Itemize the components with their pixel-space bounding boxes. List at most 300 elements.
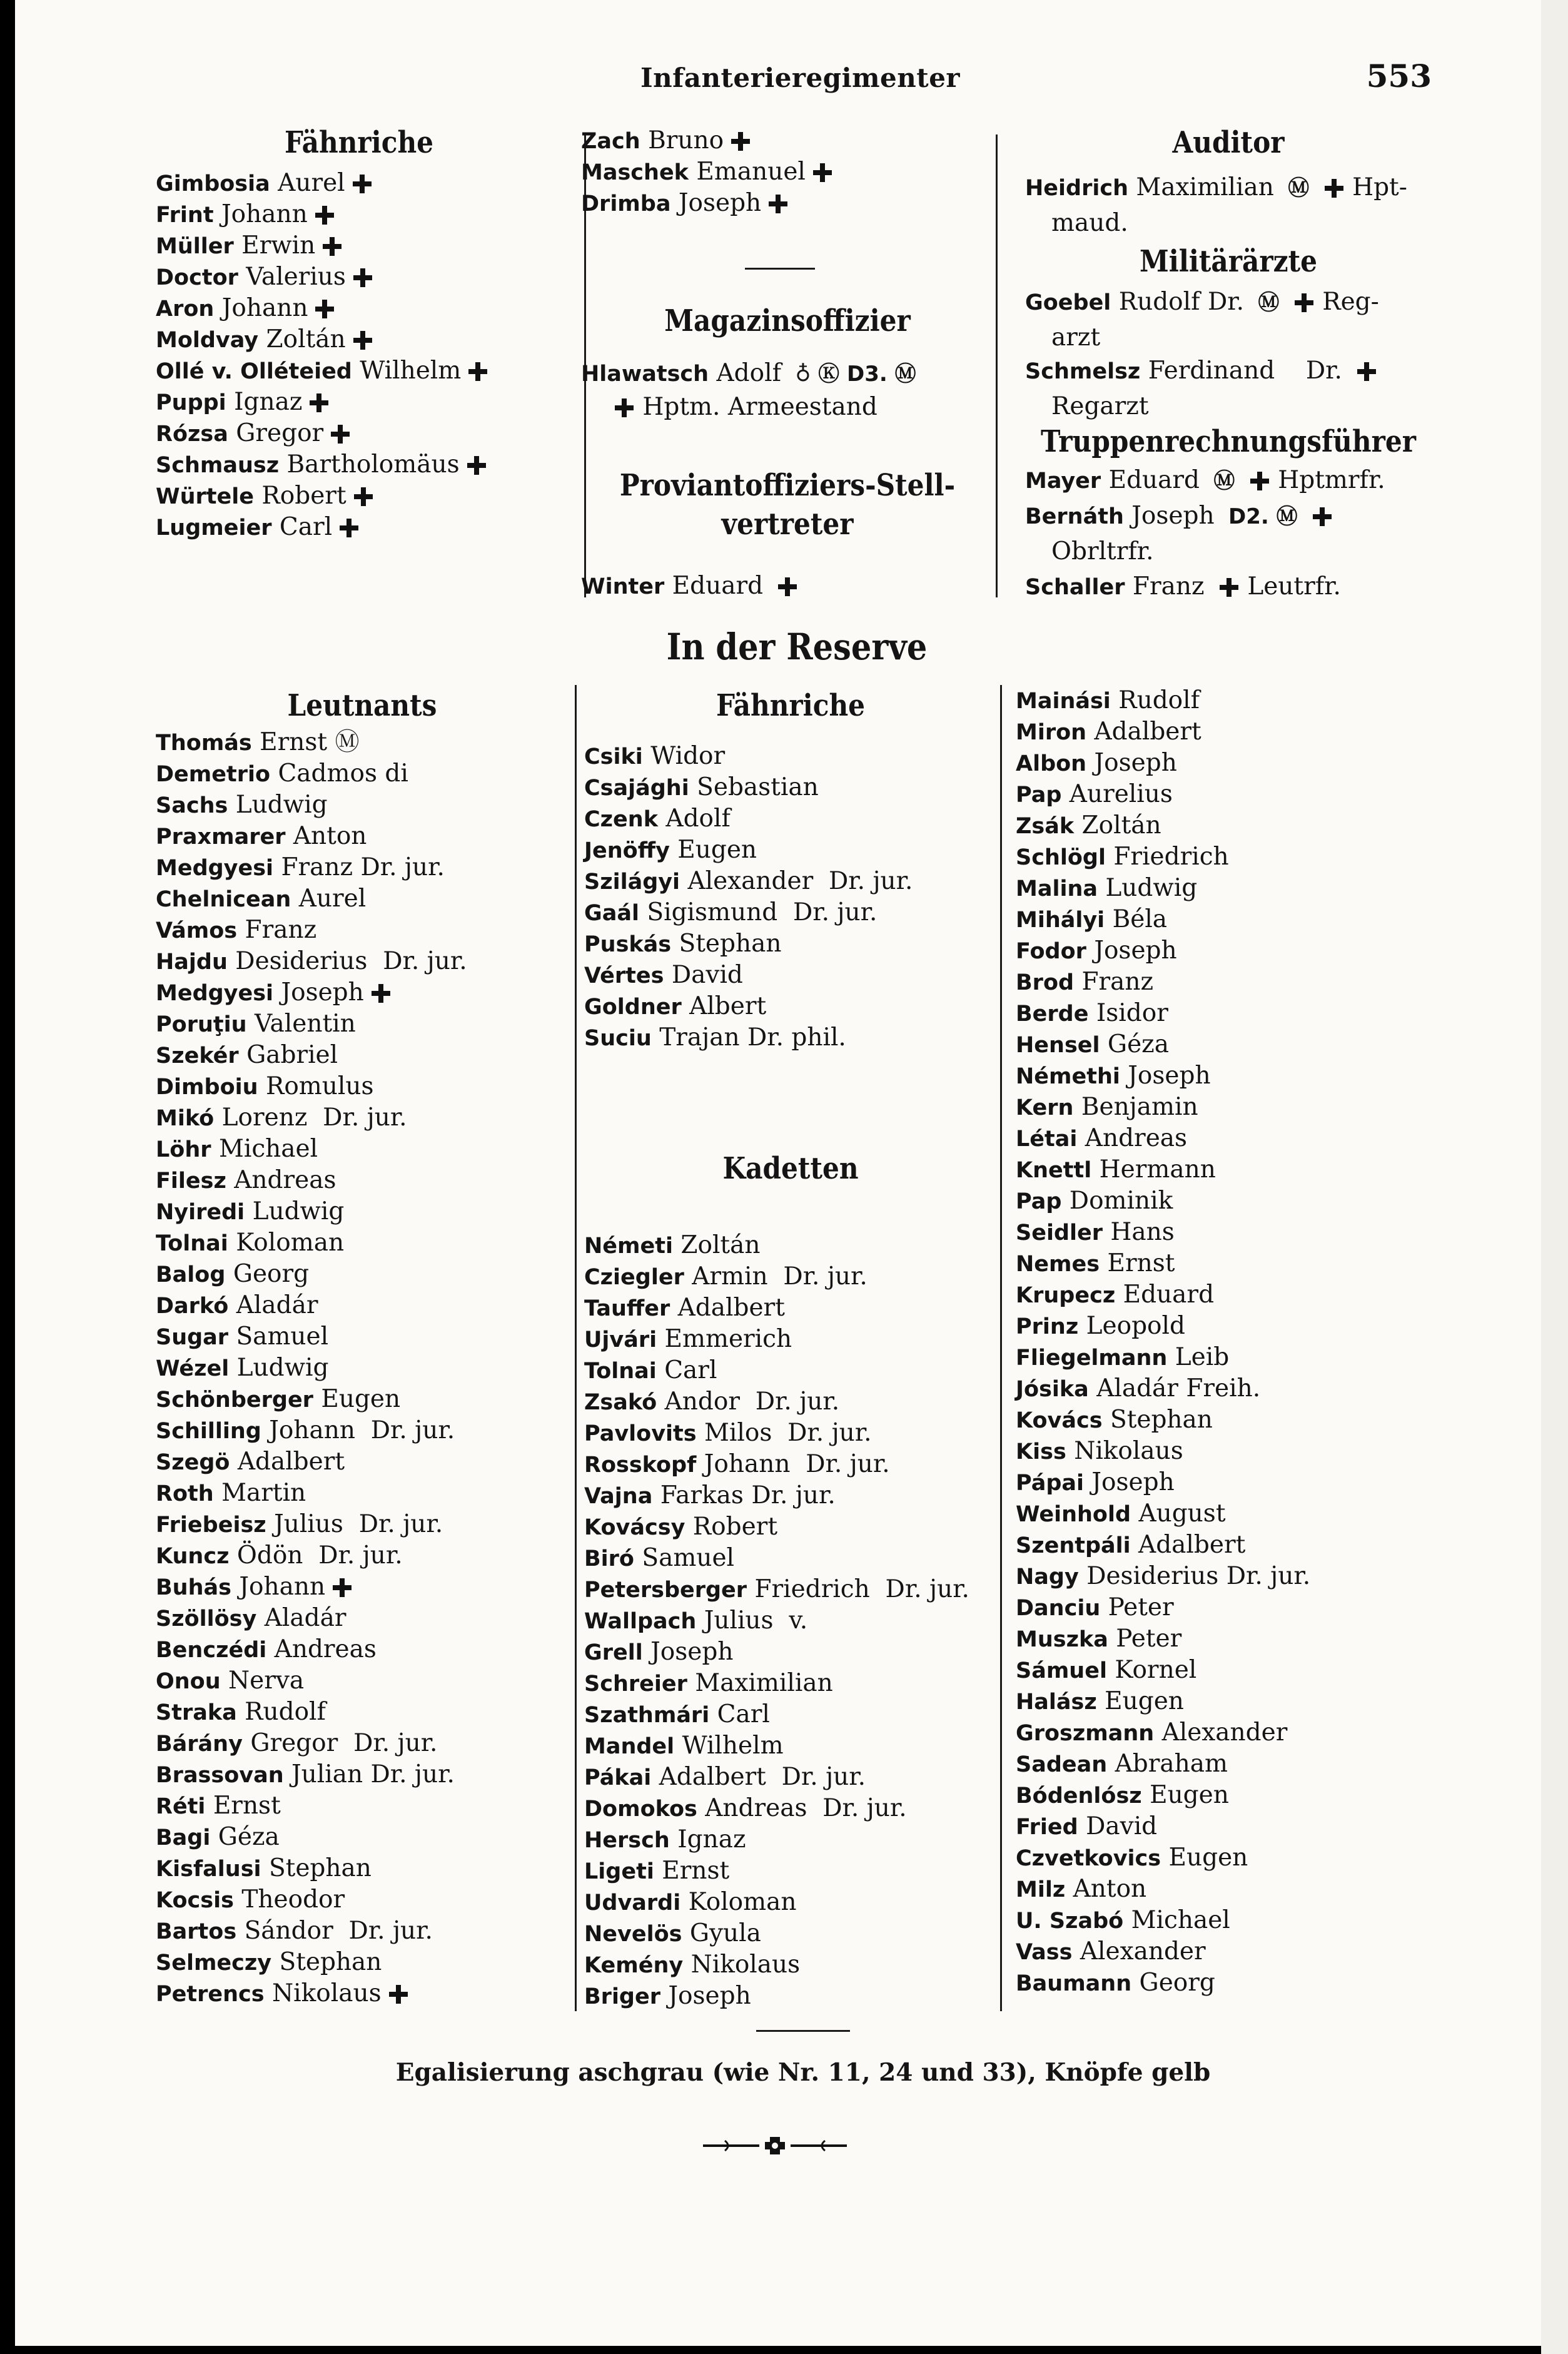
given-name: David xyxy=(671,961,743,989)
given-name: Robert xyxy=(261,482,346,510)
surname: Albon xyxy=(1016,751,1087,776)
cross-icon xyxy=(388,1984,409,2005)
cross-icon xyxy=(338,517,360,539)
list-item xyxy=(1016,1217,1422,1248)
list-item xyxy=(1016,1185,1422,1217)
list-item xyxy=(1016,904,1422,935)
column-rule-bottom-2 xyxy=(1000,685,1002,2011)
given-name: Adolf xyxy=(665,804,731,833)
book-spine-edge xyxy=(1541,0,1568,2354)
surname: Szilágyi xyxy=(584,870,680,895)
list-item xyxy=(584,1981,997,2012)
list-item xyxy=(156,1790,569,1822)
given-name: Aurel xyxy=(298,885,367,913)
list-item xyxy=(584,1386,997,1418)
surname: Sugar xyxy=(156,1325,229,1350)
surname: Lugmeier xyxy=(156,515,272,540)
decoration-symbols: ♁ Ⓚ D3. Ⓜ xyxy=(795,362,916,387)
surname: Gaál xyxy=(584,901,639,926)
cross-icon xyxy=(1312,506,1333,527)
list-item xyxy=(156,1978,569,2009)
list-item xyxy=(1016,1530,1422,1561)
aerzte-entry-1 xyxy=(1025,285,1450,355)
list-item xyxy=(156,1728,569,1759)
list-item xyxy=(584,1324,997,1355)
surname: Rózsa xyxy=(156,422,228,447)
given-name: Emmerich xyxy=(664,1325,792,1353)
list-item xyxy=(156,1227,569,1259)
surname: Ollé v. Olléteied xyxy=(156,359,352,384)
decoration-symbols: Ⓜ xyxy=(1258,290,1280,315)
truppen-entries xyxy=(1025,463,1450,605)
given-name: Robert xyxy=(692,1513,778,1541)
given-name: Trajan Dr. phil. xyxy=(659,1023,846,1052)
given-name: Adalbert xyxy=(677,1294,785,1322)
given-name: Andreas xyxy=(274,1635,377,1663)
list-item xyxy=(584,1699,997,1730)
given-name: Koloman xyxy=(688,1888,797,1916)
given-name: Anton xyxy=(293,822,367,850)
truppen-heading: Truppenrechnungsführer xyxy=(1041,424,1416,459)
given-name: Anton xyxy=(1073,1875,1147,1903)
given-name: Peter xyxy=(1116,1625,1182,1653)
list-item xyxy=(156,168,562,199)
surname: Thomás xyxy=(156,731,252,756)
given-name: Joseph xyxy=(281,978,364,1007)
cross-icon xyxy=(730,131,751,152)
surname: Vajna xyxy=(584,1484,653,1509)
surname: Würtele xyxy=(156,484,254,509)
given-name: Johann xyxy=(221,200,308,228)
given-name: Rudolf xyxy=(1118,686,1200,714)
rank-text: Reg- xyxy=(1322,288,1379,316)
list-item xyxy=(584,1022,997,1053)
decoration-symbols: Ⓜ xyxy=(1213,469,1235,494)
given-name: Eugen xyxy=(1150,1781,1229,1809)
given-name: Maximilian xyxy=(1136,173,1274,201)
list-item xyxy=(1016,1780,1422,1811)
surname: Kuncz xyxy=(156,1544,230,1569)
surname: Medgyesi xyxy=(156,981,274,1006)
cross-icon xyxy=(352,267,373,288)
footer-divider xyxy=(756,2030,850,2032)
truppen-entry-3 xyxy=(1025,569,1450,605)
list-item xyxy=(156,1384,569,1415)
surname: Jósika xyxy=(1016,1377,1089,1402)
given-name: Ignaz xyxy=(677,1825,746,1854)
given-name: Géza xyxy=(218,1823,280,1851)
proviant-heading-line1: Proviantoffiziers-Stell- xyxy=(619,468,956,503)
given-name: Michael xyxy=(1131,1906,1230,1934)
surname: Kiss xyxy=(1016,1439,1066,1464)
surname: Prinz xyxy=(1016,1314,1079,1339)
given-name: Johann Dr. jur. xyxy=(704,1450,890,1478)
list-item xyxy=(156,1509,569,1540)
given-name: Johann xyxy=(221,294,308,322)
list-item xyxy=(1016,1311,1422,1342)
given-name: Samuel xyxy=(642,1544,735,1572)
surname: Muszka xyxy=(1016,1627,1108,1652)
surname: Cziegler xyxy=(584,1265,684,1290)
given-name: Eugen xyxy=(321,1385,401,1413)
surname: Kocsis xyxy=(156,1888,234,1913)
given-name: Joseph xyxy=(1094,749,1177,777)
surname: Udvardi xyxy=(584,1890,681,1915)
given-name: Aurel xyxy=(278,169,345,197)
given-name: Sigismund Dr. jur. xyxy=(647,898,878,926)
list-item xyxy=(1016,1842,1422,1874)
given-name: Aladár xyxy=(264,1604,346,1632)
rank-continuation: Regarzt xyxy=(1051,392,1149,420)
given-name: Stephan xyxy=(1110,1406,1213,1434)
given-name: Albert xyxy=(689,992,767,1020)
col2-top-section xyxy=(581,125,994,600)
given-name: Abraham xyxy=(1115,1750,1228,1778)
list-item xyxy=(1016,1092,1422,1123)
surname: Domokos xyxy=(584,1797,697,1822)
list-item xyxy=(584,1887,997,1918)
list-item xyxy=(1016,1060,1422,1092)
list-item xyxy=(156,1446,569,1478)
given-name: Alexander xyxy=(1080,1937,1206,1966)
surname: Sadean xyxy=(1016,1752,1108,1777)
list-item xyxy=(1016,1874,1422,1905)
col3-bottom-section xyxy=(1016,685,1422,1999)
surname: Nyiredi xyxy=(156,1200,245,1225)
given-name: Benjamin xyxy=(1081,1093,1198,1121)
list-item xyxy=(1016,1498,1422,1530)
surname: Aron xyxy=(156,297,215,322)
given-name: Nikolaus xyxy=(1074,1437,1183,1465)
given-name: Kornel xyxy=(1115,1656,1197,1684)
given-name: Nerva xyxy=(228,1667,305,1695)
decoration-symbols: Ⓜ xyxy=(1288,176,1310,201)
section-heading: Fähnriche xyxy=(284,125,434,160)
surname: Schreier xyxy=(584,1672,687,1697)
given-name: Ludwig xyxy=(252,1197,345,1225)
list-item xyxy=(581,188,994,219)
surname: Fliegelmann xyxy=(1016,1346,1168,1371)
list-item xyxy=(584,803,997,835)
surname: Selmeczy xyxy=(156,1951,272,1976)
given-name: Joseph xyxy=(1094,936,1177,965)
given-name: Desiderius Dr. jur. xyxy=(235,947,467,975)
list-item xyxy=(156,883,569,915)
section-heading: Fähnriche xyxy=(716,688,866,723)
surname: Goebel xyxy=(1025,290,1111,315)
leutnants-section xyxy=(156,688,569,2009)
surname: Zsák xyxy=(1016,814,1075,839)
list-item xyxy=(156,1884,569,1915)
surname: Frint xyxy=(156,203,214,228)
rank-text: Hptm. Armeestand xyxy=(642,393,878,421)
given-name: Béla xyxy=(1112,905,1168,933)
given-name: Gyula xyxy=(689,1919,761,1947)
surname: Hersch xyxy=(584,1828,670,1853)
given-name: Eduard xyxy=(1108,466,1200,494)
surname: Poruţiu xyxy=(156,1012,247,1037)
list-item xyxy=(1016,1748,1422,1780)
given-name: Martin xyxy=(221,1479,306,1507)
given-name: Theodor xyxy=(241,1885,345,1914)
list-item xyxy=(156,1540,569,1571)
given-name: Friedrich xyxy=(1113,843,1229,871)
surname: Szöllösy xyxy=(156,1606,257,1631)
given-name: Erwin xyxy=(241,231,316,260)
surname: Baumann xyxy=(1016,1971,1132,1996)
surname: Kern xyxy=(1016,1095,1074,1120)
surname: Krupecz xyxy=(1016,1283,1116,1308)
given-name: Eugen xyxy=(1105,1687,1184,1715)
list-item xyxy=(1016,1279,1422,1311)
cross-icon xyxy=(767,193,789,215)
given-name: Adalbert xyxy=(237,1448,345,1476)
given-name: Nikolaus xyxy=(690,1951,801,1979)
surname: Pap xyxy=(1016,783,1062,808)
given-name: Georg xyxy=(1139,1969,1215,1997)
given-name: Eugen xyxy=(677,836,757,864)
list-item xyxy=(584,772,997,803)
cross-icon xyxy=(467,361,488,382)
given-name: Ernst xyxy=(213,1792,281,1820)
list-item xyxy=(584,960,997,991)
surname: Mayer xyxy=(1025,469,1101,494)
surname: Milz xyxy=(1016,1877,1066,1902)
surname: Darkó xyxy=(156,1294,229,1319)
surname: Mikó xyxy=(156,1106,215,1131)
given-name: Zoltán xyxy=(266,325,346,353)
list-item xyxy=(584,1574,997,1605)
list-item xyxy=(584,1636,997,1668)
surname: Czenk xyxy=(584,807,658,832)
given-name: August xyxy=(1138,1499,1226,1528)
list-item xyxy=(1016,1623,1422,1655)
cross-icon xyxy=(614,397,635,419)
surname: Sámuel xyxy=(1016,1658,1107,1683)
given-name: Franz xyxy=(1081,968,1154,996)
list-item xyxy=(584,1793,997,1824)
list-item xyxy=(156,1571,569,1603)
cross-icon xyxy=(352,173,373,195)
cross-icon xyxy=(353,486,374,507)
list-item xyxy=(156,324,562,355)
cross-icon xyxy=(1249,470,1270,492)
given-name: Andreas xyxy=(234,1166,336,1194)
short-divider xyxy=(745,268,815,270)
list-item xyxy=(156,1040,569,1071)
given-name: Zoltán xyxy=(680,1231,761,1259)
cross-icon xyxy=(331,1577,353,1598)
cross-icon xyxy=(1356,361,1377,382)
list-item xyxy=(584,741,997,772)
list-item xyxy=(1016,1717,1422,1748)
list-item xyxy=(581,125,994,156)
kadetten-section xyxy=(584,1151,997,2012)
surname: Pákai xyxy=(584,1765,652,1790)
given-name: Bruno xyxy=(648,126,724,155)
surname: Hajdu xyxy=(156,950,228,975)
list-item xyxy=(156,1071,569,1102)
list-item xyxy=(584,1480,997,1511)
list-item xyxy=(1016,779,1422,810)
leutnants-list xyxy=(156,727,569,2009)
surname: Csajághi xyxy=(584,776,689,801)
given-name: Alexander Dr. jur. xyxy=(687,867,913,895)
given-name: Ernst xyxy=(1107,1249,1175,1277)
surname: Réti xyxy=(156,1794,206,1819)
surname: Filesz xyxy=(156,1169,226,1194)
list-item xyxy=(584,1449,997,1480)
given-name: Leib xyxy=(1175,1343,1230,1371)
list-item xyxy=(156,1759,569,1790)
given-name: Adalbert xyxy=(1094,718,1201,746)
given-name: Widor xyxy=(650,742,726,770)
surname: Brod xyxy=(1016,970,1075,995)
list-item xyxy=(1016,1905,1422,1936)
surname: Schlögl xyxy=(1016,845,1106,870)
given-name: Julian Dr. jur. xyxy=(291,1760,455,1788)
given-name: Georg xyxy=(233,1260,310,1288)
column-rule-top-2 xyxy=(996,134,998,597)
given-name: Ernst xyxy=(662,1857,730,1885)
list-item xyxy=(584,1261,997,1292)
list-item xyxy=(156,449,562,480)
surname: Brassovan xyxy=(156,1763,284,1788)
truppen-entry-1 xyxy=(1025,463,1450,499)
list-item xyxy=(584,1511,997,1543)
given-name: Stephan xyxy=(268,1854,372,1882)
kadetten-list xyxy=(584,1230,997,2012)
list-item xyxy=(1016,1404,1422,1436)
surname: Mihályi xyxy=(1016,908,1105,933)
list-item xyxy=(584,1418,997,1449)
list-item xyxy=(156,1259,569,1290)
list-item xyxy=(584,866,997,897)
list-item xyxy=(156,230,562,261)
given-name: Franz Dr. jur. xyxy=(281,853,445,881)
given-name: Julius v. xyxy=(704,1606,808,1635)
surname: U. Szabó xyxy=(1016,1909,1124,1934)
decoration-symbols: D2. Ⓜ xyxy=(1228,504,1298,529)
given-name: Romulus xyxy=(265,1072,374,1100)
cross-icon xyxy=(1293,292,1315,313)
given-name: Carl xyxy=(279,513,333,541)
surname: Pápai xyxy=(1016,1471,1084,1496)
surname: Puppi xyxy=(156,390,226,415)
given-name: Joseph xyxy=(668,1982,751,2010)
given-name: Dominik xyxy=(1069,1187,1173,1215)
column-rule-bottom-1 xyxy=(575,685,577,2011)
surname: Mandel xyxy=(584,1734,675,1759)
rank-text: Hptmrfr. xyxy=(1278,466,1385,494)
list-item xyxy=(584,1668,997,1699)
surname: Rosskopf xyxy=(584,1453,697,1478)
auditor-heading: Auditor xyxy=(1172,125,1285,160)
list-item xyxy=(584,1543,997,1574)
list-item xyxy=(156,1634,569,1665)
surname: Biró xyxy=(584,1546,634,1571)
surname: Halász xyxy=(1016,1690,1097,1715)
surname: Roth xyxy=(156,1481,214,1506)
given-name: Stephan xyxy=(279,1948,382,1976)
surname: Moldvay xyxy=(156,328,259,353)
surname: Maschek xyxy=(581,160,689,185)
given-name: Gregor Dr. jur. xyxy=(250,1729,438,1757)
cross-icon xyxy=(466,455,487,476)
given-name: Carl xyxy=(664,1356,717,1384)
surname: Kovácsy xyxy=(584,1515,685,1540)
given-name: Adolf xyxy=(716,359,782,387)
rank-continuation: maud. xyxy=(1051,209,1128,237)
given-name: Hans xyxy=(1110,1218,1175,1246)
list-item xyxy=(1016,1561,1422,1592)
list-item xyxy=(156,1415,569,1446)
page-number: 553 xyxy=(1366,58,1432,94)
list-item xyxy=(1016,1248,1422,1279)
surname: Straka xyxy=(156,1700,237,1725)
surname: Onou xyxy=(156,1669,221,1694)
surname: Buhás xyxy=(156,1575,231,1600)
surname: Benczédi xyxy=(156,1638,267,1663)
given-name: Joseph xyxy=(678,189,762,217)
given-name: Wilhelm xyxy=(360,357,462,385)
list-item xyxy=(156,1603,569,1634)
col2-top-list xyxy=(581,125,994,219)
list-item xyxy=(156,1947,569,1978)
surname: Hlawatsch xyxy=(581,362,709,387)
surname: Vass xyxy=(1016,1940,1073,1965)
surname: Doctor xyxy=(156,265,238,290)
surname: Heidrich xyxy=(1025,176,1129,201)
list-item xyxy=(156,1165,569,1196)
surname: Schönberger xyxy=(156,1388,313,1413)
surname: Kemény xyxy=(584,1953,684,1978)
given-name: Julius Dr. jur. xyxy=(274,1510,443,1538)
reserve-faehnriche-section xyxy=(584,688,997,1053)
list-item xyxy=(584,835,997,866)
list-item xyxy=(584,1292,997,1324)
list-item xyxy=(584,897,997,928)
list-item xyxy=(156,789,569,821)
given-name: Adalbert xyxy=(1138,1531,1246,1559)
list-item xyxy=(156,946,569,977)
given-name: Joseph xyxy=(1091,1468,1175,1496)
surname: Mainási xyxy=(1016,689,1111,714)
surname: Schmelsz xyxy=(1025,359,1141,384)
surname: Suciu xyxy=(584,1026,652,1051)
magazin-entry xyxy=(581,357,994,424)
given-name: Samuel xyxy=(236,1322,329,1351)
surname: Tolnai xyxy=(156,1231,228,1256)
given-name: Stephan xyxy=(679,930,782,958)
given-name: Michael xyxy=(218,1135,318,1163)
list-item xyxy=(1016,1467,1422,1498)
cross-icon xyxy=(308,392,330,413)
list-item xyxy=(584,928,997,960)
list-item xyxy=(156,1321,569,1352)
surname: Kovács xyxy=(1016,1408,1103,1433)
surname: Németi xyxy=(584,1234,673,1259)
list-item xyxy=(156,1134,569,1165)
surname: Szentpáli xyxy=(1016,1533,1131,1558)
surname: Knettl xyxy=(1016,1158,1092,1183)
given-name: Géza xyxy=(1107,1030,1169,1058)
surname: Friebeisz xyxy=(156,1513,266,1538)
given-name: Sándor Dr. jur. xyxy=(244,1917,433,1945)
given-name: Eduard xyxy=(1123,1281,1215,1309)
surname: Vámos xyxy=(156,918,238,943)
list-item xyxy=(584,1355,997,1386)
